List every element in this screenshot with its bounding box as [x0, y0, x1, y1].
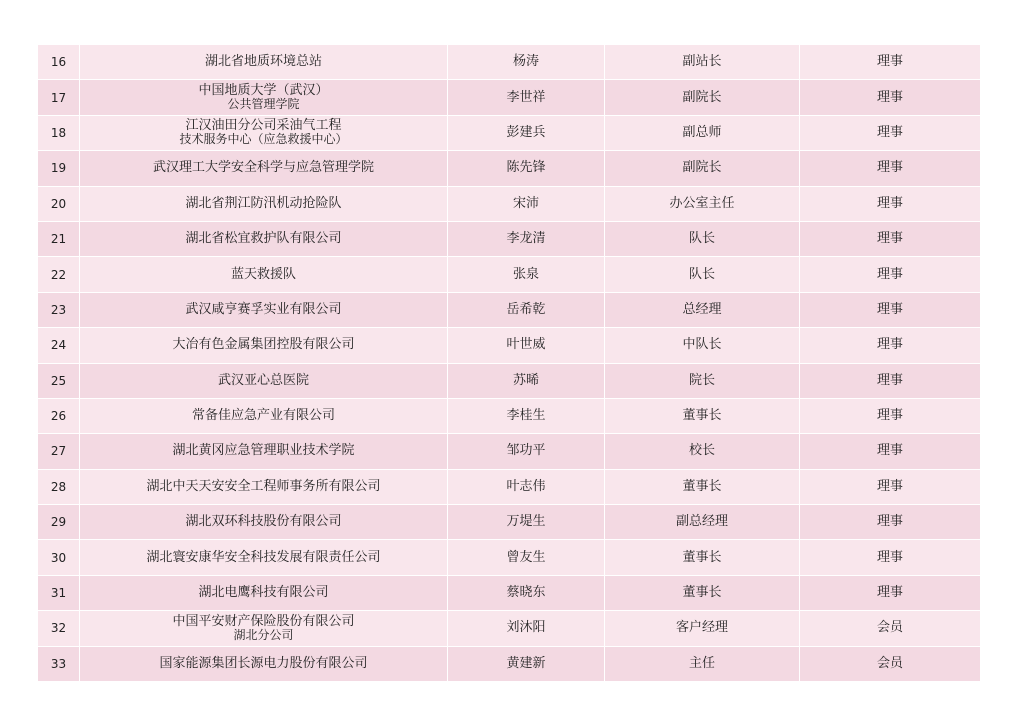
organization-name: 湖北寰安康华安全科技发展有限责任公司 — [146, 549, 381, 565]
job-title-cell: 总经理 — [605, 292, 800, 327]
organization-name: 湖北双环科技股份有限公司 — [185, 514, 342, 530]
table-body — [38, 45, 981, 682]
organization-cell — [80, 257, 448, 292]
member-role-cell: 理事 — [800, 363, 981, 398]
organization-cell — [80, 363, 448, 398]
row-number-cell: 29 — [38, 505, 80, 540]
person-name-cell: 李世祥 — [448, 80, 605, 115]
organization-cell — [80, 45, 448, 80]
organization-name: 湖北省地质环境总站 — [204, 54, 322, 70]
job-title-cell: 董事长 — [605, 540, 800, 575]
table-row — [38, 611, 981, 646]
person-name-cell: 岳希乾 — [448, 292, 605, 327]
job-title-cell: 副院长 — [605, 151, 800, 186]
table-row — [38, 469, 981, 504]
table-row — [38, 257, 981, 292]
organization-subunit: 技术服务中心（应急救援中心） — [179, 132, 348, 147]
organization-cell — [80, 469, 448, 504]
row-number-cell: 25 — [38, 363, 80, 398]
organization-name: 武汉咸亨赛孚实业有限公司 — [185, 301, 342, 317]
organization-name: 中国平安财产保险股份有限公司 — [172, 613, 355, 629]
member-role-cell: 理事 — [800, 80, 981, 115]
job-title-cell: 院长 — [605, 363, 800, 398]
organization-name: 湖北省荆江防汛机动抢险队 — [185, 195, 342, 211]
member-role-cell: 理事 — [800, 257, 981, 292]
person-name-cell: 李桂生 — [448, 398, 605, 433]
row-number-cell: 27 — [38, 434, 80, 469]
table-row — [38, 540, 981, 575]
organization-name: 国家能源集团长源电力股份有限公司 — [159, 655, 368, 671]
member-table — [37, 44, 981, 682]
organization-cell — [80, 80, 448, 115]
person-name-cell: 黄建新 — [448, 646, 605, 681]
row-number-cell: 26 — [38, 398, 80, 433]
table-row — [38, 363, 981, 398]
person-name-cell: 陈先锋 — [448, 151, 605, 186]
table-row — [38, 80, 981, 115]
job-title-cell: 办公室主任 — [605, 186, 800, 221]
organization-cell — [80, 151, 448, 186]
member-role-cell: 理事 — [800, 540, 981, 575]
job-title-cell: 中队长 — [605, 328, 800, 363]
person-name-cell: 曾友生 — [448, 540, 605, 575]
job-title-cell: 客户经理 — [605, 611, 800, 646]
member-role-cell: 理事 — [800, 292, 981, 327]
table-row — [38, 221, 981, 256]
table-row — [38, 328, 981, 363]
table-row — [38, 398, 981, 433]
row-number-cell: 22 — [38, 257, 80, 292]
organization-name: 湖北黄冈应急管理职业技术学院 — [172, 443, 355, 459]
organization-name: 湖北省松宜救护队有限公司 — [185, 231, 342, 247]
table-row — [38, 646, 981, 681]
organization-cell — [80, 221, 448, 256]
organization-name: 江汉油田分公司采油气工程 — [185, 118, 342, 134]
member-role-cell: 理事 — [800, 115, 981, 150]
person-name-cell: 苏晞 — [448, 363, 605, 398]
organization-cell — [80, 328, 448, 363]
organization-cell — [80, 186, 448, 221]
organization-name: 湖北电鹰科技有限公司 — [198, 585, 329, 601]
table-row — [38, 434, 981, 469]
organization-name: 蓝天救援队 — [230, 266, 296, 282]
job-title-cell: 董事长 — [605, 469, 800, 504]
table-row — [38, 151, 981, 186]
job-title-cell: 主任 — [605, 646, 800, 681]
organization-cell — [80, 540, 448, 575]
person-name-cell: 叶世威 — [448, 328, 605, 363]
job-title-cell: 董事长 — [605, 575, 800, 610]
person-name-cell: 叶志伟 — [448, 469, 605, 504]
member-role-cell: 会员 — [800, 611, 981, 646]
organization-name: 中国地质大学（武汉） — [198, 83, 329, 99]
job-title-cell: 副院长 — [605, 80, 800, 115]
row-number-cell: 18 — [38, 115, 80, 150]
organization-name: 大冶有色金属集团控股有限公司 — [172, 337, 355, 353]
member-role-cell: 会员 — [800, 646, 981, 681]
organization-cell — [80, 611, 448, 646]
person-name-cell: 宋沛 — [448, 186, 605, 221]
person-name-cell: 刘沐阳 — [448, 611, 605, 646]
job-title-cell: 校长 — [605, 434, 800, 469]
row-number-cell: 32 — [38, 611, 80, 646]
job-title-cell: 副总经理 — [605, 505, 800, 540]
organization-name: 武汉理工大学安全科学与应急管理学院 — [152, 160, 374, 176]
row-number-cell: 30 — [38, 540, 80, 575]
organization-cell — [80, 646, 448, 681]
row-number-cell: 28 — [38, 469, 80, 504]
member-role-cell: 理事 — [800, 221, 981, 256]
person-name-cell: 万堤生 — [448, 505, 605, 540]
person-name-cell: 李龙清 — [448, 221, 605, 256]
member-role-cell: 理事 — [800, 151, 981, 186]
job-title-cell: 队长 — [605, 221, 800, 256]
member-role-cell: 理事 — [800, 45, 981, 80]
person-name-cell: 彭建兵 — [448, 115, 605, 150]
person-name-cell: 蔡晓东 — [448, 575, 605, 610]
row-number-cell: 31 — [38, 575, 80, 610]
organization-name: 武汉亚心总医院 — [217, 372, 309, 388]
member-role-cell: 理事 — [800, 398, 981, 433]
member-role-cell: 理事 — [800, 575, 981, 610]
person-name-cell: 杨涛 — [448, 45, 605, 80]
table-row — [38, 292, 981, 327]
member-role-cell: 理事 — [800, 328, 981, 363]
row-number-cell: 21 — [38, 221, 80, 256]
person-name-cell: 张泉 — [448, 257, 605, 292]
row-number-cell: 17 — [38, 80, 80, 115]
member-role-cell: 理事 — [800, 469, 981, 504]
table-row — [38, 505, 981, 540]
member-role-cell: 理事 — [800, 186, 981, 221]
organization-cell — [80, 115, 448, 150]
member-role-cell: 理事 — [800, 434, 981, 469]
row-number-cell: 33 — [38, 646, 80, 681]
row-number-cell: 19 — [38, 151, 80, 186]
job-title-cell: 副站长 — [605, 45, 800, 80]
organization-cell — [80, 434, 448, 469]
job-title-cell: 董事长 — [605, 398, 800, 433]
table-row — [38, 45, 981, 80]
organization-name: 湖北中天天安安全工程师事务所有限公司 — [146, 478, 381, 494]
table-row — [38, 186, 981, 221]
person-name-cell: 邹功平 — [448, 434, 605, 469]
table-row — [38, 575, 981, 610]
member-role-cell: 理事 — [800, 505, 981, 540]
organization-name: 常备佳应急产业有限公司 — [191, 408, 335, 424]
job-title-cell: 副总师 — [605, 115, 800, 150]
organization-subunit: 公共管理学院 — [227, 97, 300, 112]
row-number-cell: 23 — [38, 292, 80, 327]
organization-subunit: 湖北分公司 — [233, 627, 294, 642]
organization-cell — [80, 292, 448, 327]
row-number-cell: 24 — [38, 328, 80, 363]
organization-cell — [80, 398, 448, 433]
organization-cell — [80, 575, 448, 610]
row-number-cell: 20 — [38, 186, 80, 221]
table-row — [38, 115, 981, 150]
job-title-cell: 队长 — [605, 257, 800, 292]
row-number-cell: 16 — [38, 45, 80, 80]
organization-cell — [80, 505, 448, 540]
